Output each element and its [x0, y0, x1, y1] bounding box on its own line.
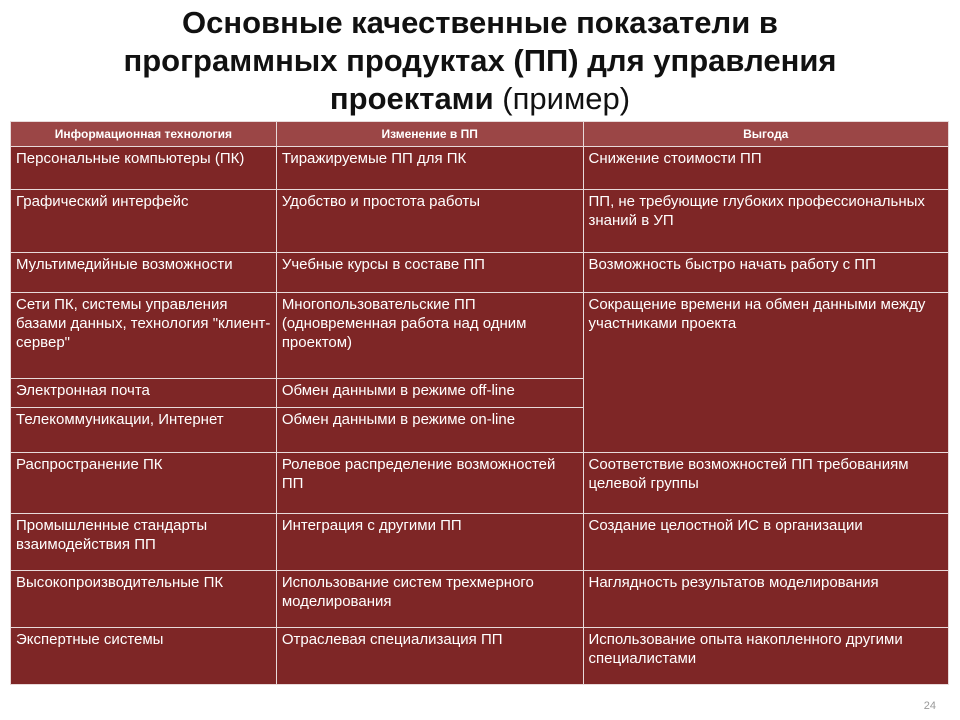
cell-benefit: Соответствие возможностей ПП требованиям целевой группы	[583, 453, 949, 514]
title-line-3	[20, 80, 940, 118]
cell-change: Тиражируемые ПП для ПК	[276, 147, 583, 190]
header-change: Изменение в ПП	[276, 122, 583, 147]
table-header-row	[11, 122, 949, 147]
cell-benefit: Создание целостной ИС в организации	[583, 514, 949, 571]
table-row	[11, 628, 949, 685]
cell-change: Отраслевая специализация ПП	[276, 628, 583, 685]
cell-technology: Экспертные системы	[11, 628, 277, 685]
cell-technology: Мультимедийные возможности	[11, 253, 277, 293]
cell-benefit: Наглядность результатов моделирования	[583, 571, 949, 628]
table-row	[11, 253, 949, 293]
cell-change: Учебные курсы в составе ПП	[276, 253, 583, 293]
table-row	[11, 147, 949, 190]
header-technology: Информационная технология	[11, 122, 277, 147]
cell-technology: Распространение ПК	[11, 453, 277, 514]
cell-change: Обмен данными в режиме on-line	[276, 408, 583, 453]
cell-technology: Промышленные стандарты взаимодействия ПП	[11, 514, 277, 571]
cell-change: Удобство и простота работы	[276, 190, 583, 253]
cell-change: Обмен данными в режиме off-line	[276, 379, 583, 408]
table-row	[11, 293, 949, 379]
cell-change: Использование систем трехмерного моделирования	[276, 571, 583, 628]
cell-change: Интеграция с другими ПП	[276, 514, 583, 571]
table-row	[11, 453, 949, 514]
cell-change: Ролевое распределение возможностей ПП	[276, 453, 583, 514]
title-line-1: Основные качественные показатели в	[182, 5, 778, 40]
cell-technology: Графический интерфейс	[11, 190, 277, 253]
title-line-2: программных продуктах (ПП) для управления	[123, 43, 837, 78]
page-number: 24	[923, 700, 936, 712]
cell-technology: Сети ПК, системы управления базами данных, технология "клиент-сервер"	[11, 293, 277, 379]
table-row	[11, 190, 949, 253]
cell-benefit: Снижение стоимости ПП	[583, 147, 949, 190]
header-benefit: Выгода	[583, 122, 949, 147]
table-row	[11, 571, 949, 628]
cell-technology: Электронная почта	[11, 379, 277, 408]
cell-benefit: Возможность быстро начать работу с ПП	[583, 253, 949, 293]
cell-change: Многопользовательские ПП (одновременная работа над одним проектом)	[276, 293, 583, 379]
indicators-table	[10, 121, 949, 685]
cell-benefit: ПП, не требующие глубоких профессиональных знаний в УП	[583, 190, 949, 253]
cell-technology: Высокопроизводительные ПК	[11, 571, 277, 628]
cell-technology: Персональные компьютеры (ПК)	[11, 147, 277, 190]
cell-benefit: Использование опыта накопленного другими специалистами	[583, 628, 949, 685]
cell-technology: Телекоммуникации, Интернет	[11, 408, 277, 453]
title-line-3-light: (пример)	[493, 81, 631, 116]
cell-benefit: Сокращение времени на обмен данными между участниками проекта	[583, 293, 949, 453]
title-line-3-bold: проектами	[329, 81, 494, 116]
slide-title	[20, 4, 940, 118]
table-row	[11, 514, 949, 571]
